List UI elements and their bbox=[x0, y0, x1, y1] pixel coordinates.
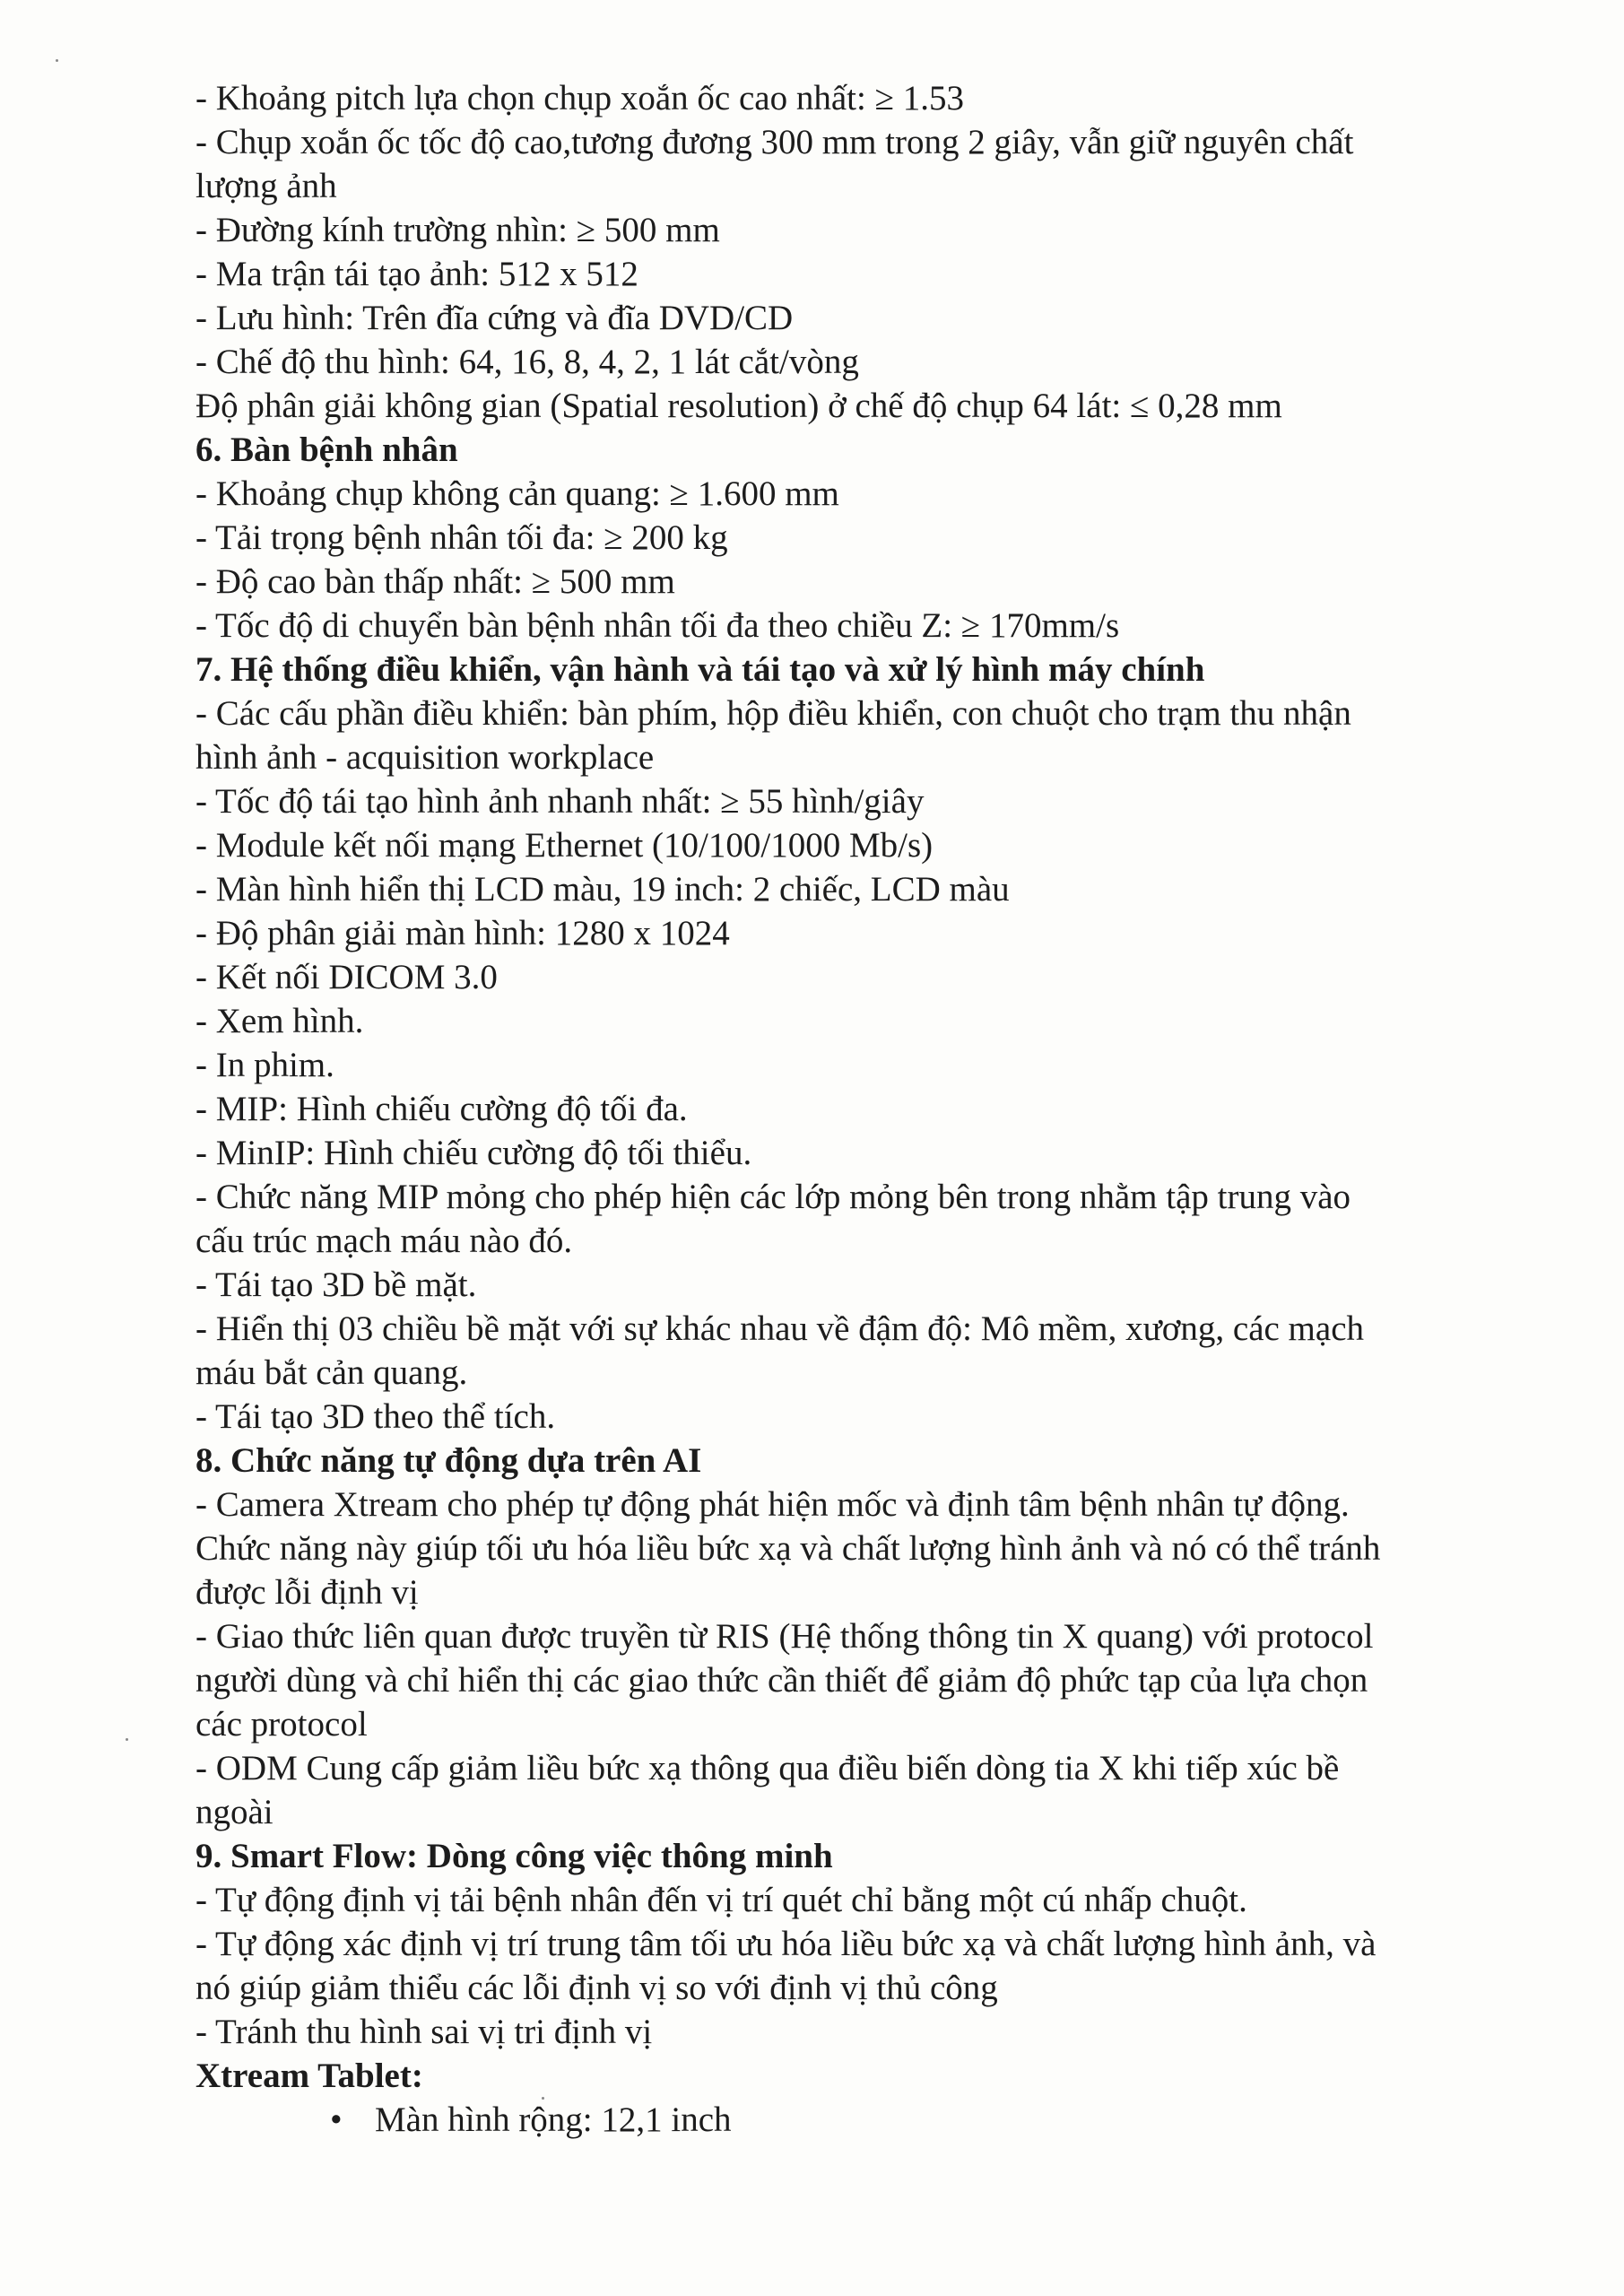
section-heading: 9. Smart Flow: Dòng công việc thông minh bbox=[195, 1837, 833, 1875]
section-heading: 7. Hệ thống điều khiển, vận hành và tái tạo và xử lý hình máy chính bbox=[195, 650, 1205, 689]
scan-speck bbox=[56, 59, 58, 62]
text-line: - Giao thức liên quan được truyền từ RIS (Hệ thống thông tin X quang) với protocol bbox=[195, 1617, 1374, 1656]
text-line: các protocol bbox=[195, 1705, 368, 1744]
text-line: - Tốc độ tái tạo hình ảnh nhanh nhất: ≥ 55 hình/giây bbox=[195, 782, 925, 821]
text-line: được lỗi định vị bbox=[195, 1573, 419, 1612]
text-line: - Chức năng MIP mỏng cho phép hiện các lớp mỏng bên trong nhằm tập trung vào bbox=[195, 1178, 1351, 1216]
text-line: - Xem hình. bbox=[195, 1002, 364, 1040]
bullet-text: Màn hình rộng: 12,1 inch bbox=[375, 2100, 732, 2139]
text-line: - Lưu hình: Trên đĩa cứng và đĩa DVD/CD bbox=[195, 299, 794, 337]
text-line: Chức năng này giúp tối ưu hóa liều bức xạ và chất lượng hình ảnh và nó có thể tránh bbox=[195, 1529, 1381, 1568]
document-page bbox=[195, 76, 1514, 2142]
section-heading: Xtream Tablet: bbox=[195, 2057, 423, 2095]
text-line: - Độ phân giải màn hình: 1280 x 1024 bbox=[195, 914, 730, 952]
text-line: - MIP: Hình chiếu cường độ tối đa. bbox=[195, 1090, 688, 1128]
section-heading: 6. Bàn bệnh nhân bbox=[195, 430, 458, 469]
text-line: hình ảnh - acquisition workplace bbox=[195, 738, 655, 777]
text-line: - Kết nối DICOM 3.0 bbox=[195, 958, 498, 996]
text-line: người dùng và chỉ hiển thị các giao thức cần thiết để giảm độ phức tạp của lựa chọn bbox=[195, 1661, 1368, 1700]
text-line: Độ phân giải không gian (Spatial resolution) ở chế độ chụp 64 lát: ≤ 0,28 mm bbox=[195, 387, 1282, 425]
bullet-item bbox=[195, 2098, 1514, 2142]
text-line: - Các cấu phần điều khiển: bàn phím, hộp điều khiển, con chuột cho trạm thu nhận bbox=[195, 694, 1351, 733]
text-line: nó giúp giảm thiểu các lỗi định vị so với định vị thủ công bbox=[195, 1969, 998, 2007]
text-line: - Tốc độ di chuyển bàn bệnh nhân tối đa theo chiều Z: ≥ 170mm/s bbox=[195, 606, 1120, 645]
scan-speck bbox=[542, 2097, 544, 2100]
text-line: - Màn hình hiển thị LCD màu, 19 inch: 2 chiếc, LCD màu bbox=[195, 870, 1010, 909]
text-line: - Tự động xác định vị trí trung tâm tối ưu hóa liều bức xạ và chất lượng hình ảnh, và bbox=[195, 1925, 1376, 1963]
text-line: lượng ảnh bbox=[195, 167, 337, 205]
text-line: - Chụp xoắn ốc tốc độ cao,tương đương 300 mm trong 2 giây, vẫn giữ nguyên chất bbox=[195, 123, 1354, 161]
text-line: - Tái tạo 3D theo thể tích. bbox=[195, 1397, 556, 1436]
bullet-icon: • bbox=[330, 2100, 343, 2139]
section-heading: 8. Chức năng tự động dựa trên AI bbox=[195, 1441, 702, 1480]
text-line: - Độ cao bàn thấp nhất: ≥ 500 mm bbox=[195, 562, 675, 601]
text-line: - Khoảng pitch lựa chọn chụp xoắn ốc cao nhất: ≥ 1.53 bbox=[195, 79, 964, 117]
text-line: - Tự động định vị tải bệnh nhân đến vị trí quét chỉ bằng một cú nhấp chuột. bbox=[195, 1881, 1247, 1919]
text-line: - MinIP: Hình chiếu cường độ tối thiểu. bbox=[195, 1134, 752, 1172]
text-line: - ODM Cung cấp giảm liều bức xạ thông qua điều biến dòng tia X khi tiếp xúc bề bbox=[195, 1749, 1340, 1787]
text-line: - Hiển thị 03 chiều bề mặt với sự khác nhau về đậm độ: Mô mềm, xương, các mạch bbox=[195, 1309, 1365, 1348]
text-line: - Đường kính trường nhìn: ≥ 500 mm bbox=[195, 211, 720, 249]
scan-speck bbox=[126, 1738, 128, 1741]
text-line: - Tái tạo 3D bề mặt. bbox=[195, 1265, 477, 1304]
text-line: - Camera Xtream cho phép tự động phát hiện mốc và định tâm bệnh nhân tự động. bbox=[195, 1485, 1350, 1524]
text-line: cấu trúc mạch máu nào đó. bbox=[195, 1222, 573, 1260]
text-line: - In phim. bbox=[195, 1046, 334, 1084]
text-line: - Chế độ thu hình: 64, 16, 8, 4, 2, 1 lát cắt/vòng bbox=[195, 343, 859, 381]
text-line: - Khoảng chụp không cản quang: ≥ 1.600 mm bbox=[195, 474, 839, 513]
text-line: - Tránh thu hình sai vị tri định vị bbox=[195, 2013, 653, 2051]
text-line: - Tải trọng bệnh nhân tối đa: ≥ 200 kg bbox=[195, 518, 728, 557]
text-line: máu bắt cản quang. bbox=[195, 1353, 468, 1392]
text-line: - Module kết nối mạng Ethernet (10/100/1000 Mb/s) bbox=[195, 826, 934, 865]
text-line: - Ma trận tái tạo ảnh: 512 x 512 bbox=[195, 255, 638, 293]
text-line: ngoài bbox=[195, 1793, 274, 1831]
